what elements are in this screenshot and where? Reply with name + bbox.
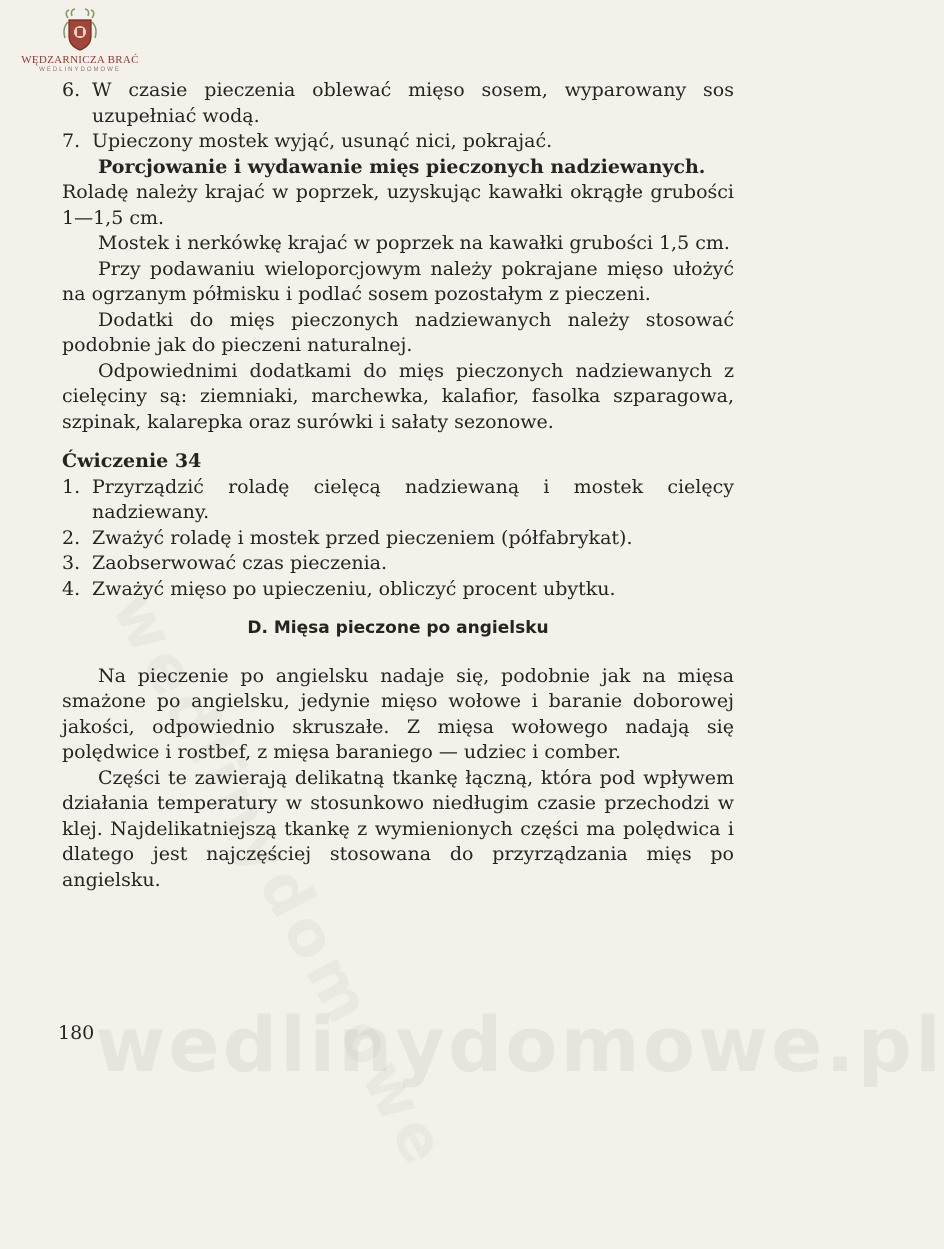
step-item: [62, 129, 734, 155]
paragraph: Na pieczenie po angielsku nadaje się, podobnie jak na mięsa smażone po angielsku, jedynie mięso wołowe i baranie doborowej jakości, odpowiednio skruszałe. Z mięsa wołowego nadają się polędwice i rostbef, z mięsa baraniego — udziec i comber.: [62, 664, 734, 763]
exercise-number: 2.: [62, 526, 81, 549]
step-number: 6.: [62, 79, 81, 101]
portioning-heading: Porcjowanie i wydawanie mięs pieczonych nadziewanych.: [98, 155, 706, 178]
page-content: [62, 78, 734, 893]
exercise-item: [62, 475, 734, 526]
section-title: D. Mięsa pieczone po angielsku: [247, 618, 549, 638]
paragraph: Mostek i nerkówkę krajać w poprzek na kawałki grubości 1,5 cm.: [98, 232, 730, 254]
portioning-lead: Roladę należy krajać w poprzek, uzyskując kawałki okrągłe grubości 1—1,5 cm.: [62, 181, 734, 229]
step-text: Upieczony mostek wyjąć, usunąć nici, pokrajać.: [92, 130, 553, 152]
bottom-watermark: wedlinydomowe.pl: [95, 1000, 944, 1089]
exercise-item: [62, 551, 734, 577]
paragraph: Odpowiednimi dodatkami do mięs pieczonych nadziewanych z cielęciny są: ziemniaki, marchewka, kalafior, fasolka szparagowa, szpinak, kalarepka oraz surówki i sałaty sezonowe.: [62, 359, 734, 433]
exercise-item: [62, 526, 734, 552]
exercise-number: 3.: [62, 552, 81, 574]
page-number: 180: [58, 1022, 95, 1044]
exercise-item: [62, 577, 734, 603]
exercise-text: Zważyć roladę i mostek przed pieczeniem (półfabrykat).: [92, 526, 633, 549]
exercise-title: Ćwiczenie 34: [62, 450, 202, 472]
exercise-number: 1.: [62, 475, 81, 498]
step-text: W czasie pieczenia oblewać mięso sosem, wyparowany sos uzupełniać wodą.: [92, 79, 734, 127]
paragraph: Przy podawaniu wieloporcjowym należy pokrajane mięso ułożyć na ogrzanym półmisku i podlać sosem pozostałym z pieczeni.: [62, 257, 734, 305]
step-number: 7.: [62, 130, 81, 152]
exercise-text: Zważyć mięso po upieczeniu, obliczyć procent ubytku.: [92, 577, 616, 600]
crest-icon: [60, 8, 100, 52]
step-item: [62, 78, 734, 129]
brand-logo: [14, 8, 146, 73]
paragraph: Części te zawierają delikatną tkankę łączną, która pod wpływem działania temperatury w stosunkowo niedługim czasie przechodzi w klej. Najdelikatniejszą tkankę z wymienionych części ma polędwica i dlatego jest najczęściej stosowana do przyrządzania mięs po angielsku.: [62, 766, 734, 891]
logo-brand-text: WĘDZARNICZA BRAĆ: [21, 54, 139, 66]
exercise-number: 4.: [62, 577, 81, 600]
exercise-text: Przyrządzić roladę cielęcą nadziewaną i mostek cielęcy nadziewany.: [92, 475, 734, 523]
paragraph: Dodatki do mięs pieczonych nadziewanych należy stosować podobnie jak do pieczeni naturalnej.: [62, 308, 734, 356]
exercise-text: Zaobserwować czas pieczenia.: [92, 552, 388, 574]
logo-sub-text: WEDLINYDOMOWE: [39, 67, 121, 73]
